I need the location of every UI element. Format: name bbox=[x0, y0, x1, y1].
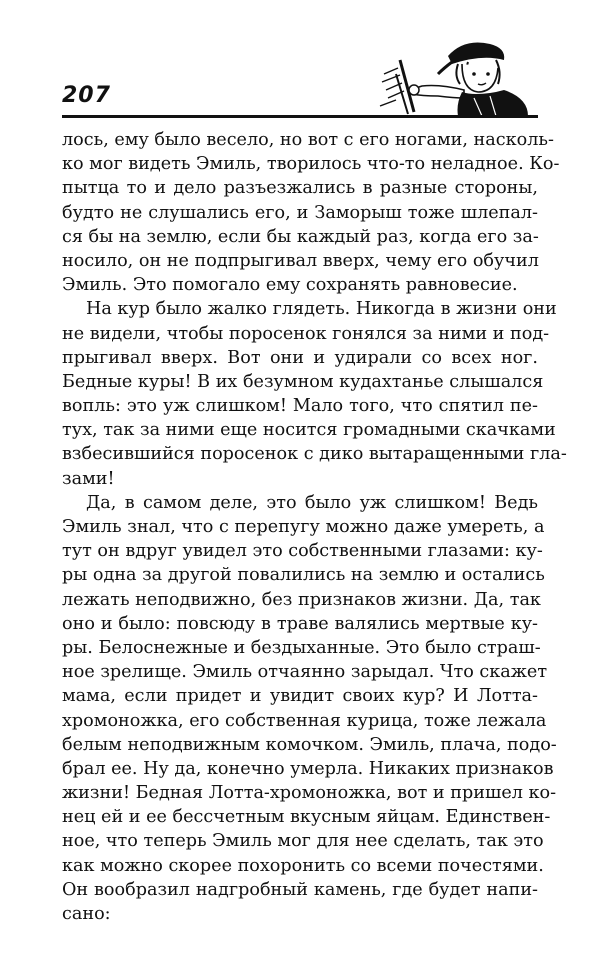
text-line: сано: bbox=[62, 904, 111, 924]
text-line: зами! bbox=[62, 468, 115, 489]
text-line: тут он вдруг увидел это собственными глазами: ку- bbox=[62, 541, 543, 562]
text-line: На кур было жалко глядеть. Никогда в жизни они bbox=[86, 299, 557, 320]
text-line: ры. Белоснежные и бездыханные. Это было страш- bbox=[62, 637, 541, 658]
text-body bbox=[62, 128, 567, 926]
text-line: ры одна за другой повалились на землю и остались bbox=[62, 565, 545, 586]
text-line: Эмиль. Это помогало ему сохранять равновесие. bbox=[62, 275, 518, 296]
text-line: ко мог видеть Эмиль, творилось что-то неладное. Ко- bbox=[62, 154, 560, 175]
page-number: 207 bbox=[62, 83, 111, 108]
text-line: Он вообразил надгробный камень, где будет напи- bbox=[62, 879, 538, 900]
text-line: жизни! Бедная Лотта-хромоножка, вот и пришел ко- bbox=[62, 783, 557, 804]
boy-illustration bbox=[378, 34, 538, 116]
text-line: как можно скорее похоронить со всеми почестями. bbox=[62, 855, 544, 876]
text-line: лежать неподвижно, без признаков жизни. Да, так bbox=[62, 589, 541, 610]
text-line: взбесившийся поросенок с дико вытаращенными гла- bbox=[62, 444, 567, 465]
text-line: нец ей и ее бессчетным вкусным яйцам. Единствен- bbox=[62, 807, 551, 828]
text-line: тух, так за ними еще носится громадными скачками bbox=[62, 420, 556, 441]
text-line: брал ее. Ну да, конечно умерла. Никаких признаков bbox=[62, 758, 554, 779]
text-line: Эмиль знал, что с перепугу можно даже умереть, а bbox=[62, 517, 545, 537]
text-line: носило, он не подпрыгивал вверх, чему его обучил bbox=[62, 250, 539, 271]
text-line: ное зрелище. Эмиль отчаянно зарыдал. Что скажет bbox=[62, 662, 548, 683]
text-line: пытца то и дело разъезжались в разные стороны, bbox=[62, 178, 538, 199]
text-line: оно и было: повсюду в траве валялись мертвые ку- bbox=[62, 613, 538, 634]
header-rule bbox=[62, 115, 538, 118]
text-line: Да, в самом деле, это было уж слишком! Ведь bbox=[86, 492, 538, 513]
text-line: мама, если придет и увидит своих кур? И Лотта- bbox=[62, 686, 538, 707]
text-line: лось, ему было весело, но вот с его ногами, насколь- bbox=[62, 130, 554, 150]
text-line: хромоножка, его собственная курица, тоже лежала bbox=[62, 710, 547, 731]
paragraph bbox=[62, 297, 567, 491]
text-line: прыгивал вверх. Вот они и удирали со всех ног. bbox=[62, 347, 538, 368]
paragraph bbox=[62, 128, 560, 297]
text-line: ное, что теперь Эмиль мог для нее сделать, так это bbox=[62, 831, 544, 852]
text-line: будто не слушались его, и Заморыш тоже шлепал- bbox=[62, 202, 538, 223]
paragraph bbox=[62, 491, 557, 926]
text-line: ся бы на землю, если бы каждый раз, когда его за- bbox=[62, 226, 539, 247]
text-line: вопль: это уж слишком! Мало того, что спятил пе- bbox=[62, 396, 538, 417]
text-line: белым неподвижным комочком. Эмиль, плача, подо- bbox=[62, 734, 557, 755]
text-line: Бедные куры! В их безумном кудахтанье слышался bbox=[62, 371, 544, 392]
text-line: не видели, чтобы поросенок гонялся за ними и под- bbox=[62, 323, 550, 344]
